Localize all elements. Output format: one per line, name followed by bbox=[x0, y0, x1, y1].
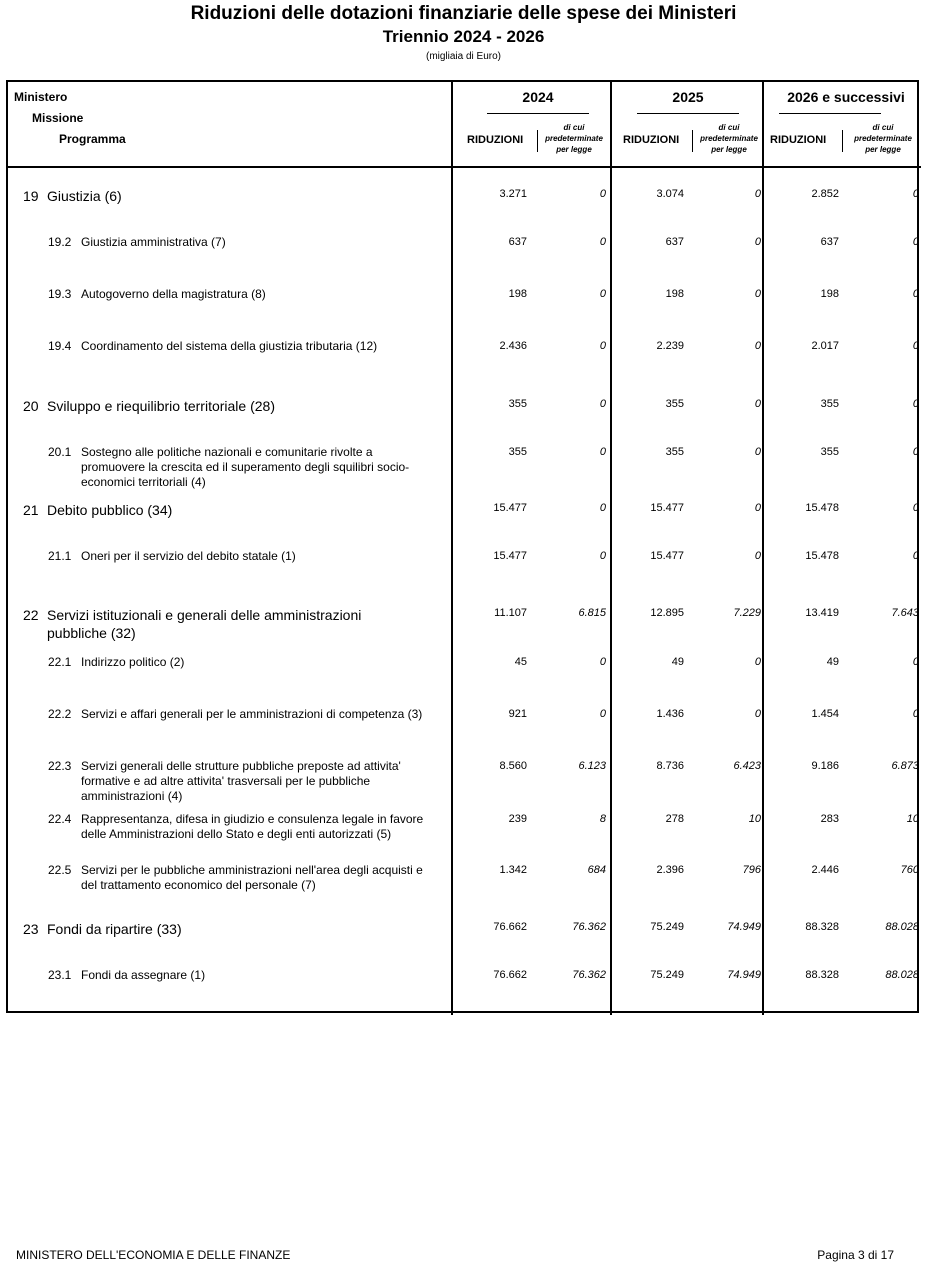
value-riduzioni: 76.662 bbox=[493, 969, 527, 981]
value-dicui: 0 bbox=[754, 340, 761, 352]
value-riduzioni: 88.328 bbox=[805, 921, 839, 933]
value-dicui: 796 bbox=[742, 864, 761, 876]
value-dicui: 0 bbox=[912, 236, 919, 248]
value-riduzioni: 76.662 bbox=[493, 921, 527, 933]
value-dicui: 0 bbox=[599, 398, 606, 410]
value-riduzioni: 2.446 bbox=[811, 864, 839, 876]
row-text: Coordinamento del sistema della giustizia tributaria (12) bbox=[81, 339, 378, 353]
row-label bbox=[48, 812, 448, 842]
row-label bbox=[48, 655, 448, 670]
row-text: Sviluppo e riequilibrio territoriale (28) bbox=[47, 398, 275, 414]
value-riduzioni: 2.436 bbox=[499, 340, 527, 352]
row-label bbox=[48, 759, 448, 804]
value-riduzioni: 15.477 bbox=[650, 550, 684, 562]
row-code: 19.4 bbox=[48, 339, 72, 353]
value-dicui: 0 bbox=[599, 288, 606, 300]
row-text: Sostegno alle politiche nazionali e comunitarie rivolte a bbox=[81, 445, 373, 459]
value-dicui: 0 bbox=[912, 446, 919, 458]
row-label bbox=[48, 707, 448, 722]
value-dicui: 88.028 bbox=[885, 969, 919, 981]
value-dicui: 88.028 bbox=[885, 921, 919, 933]
value-dicui: 0 bbox=[912, 288, 919, 300]
value-dicui: 6.123 bbox=[578, 760, 606, 772]
value-riduzioni: 75.249 bbox=[650, 921, 684, 933]
value-dicui: 7.643 bbox=[891, 607, 919, 619]
value-riduzioni: 355 bbox=[508, 446, 527, 458]
value-riduzioni: 355 bbox=[820, 446, 839, 458]
value-dicui: 0 bbox=[912, 188, 919, 200]
page-title: Riduzioni delle dotazioni finanziarie delle spese dei Ministeri bbox=[190, 3, 737, 24]
head-missione: Missione bbox=[32, 111, 84, 125]
head-tick bbox=[842, 130, 843, 152]
value-dicui: 0 bbox=[754, 656, 761, 668]
value-dicui: 760 bbox=[900, 864, 919, 876]
row-text: Oneri per il servizio del debito statale (1) bbox=[81, 549, 296, 563]
row-label bbox=[48, 968, 448, 983]
value-dicui: 7.229 bbox=[733, 607, 761, 619]
column-divider bbox=[762, 80, 764, 1015]
row-code: 23.1 bbox=[48, 968, 72, 982]
value-riduzioni: 283 bbox=[820, 813, 839, 825]
value-riduzioni: 8.560 bbox=[499, 760, 527, 772]
head-programma: Programma bbox=[59, 132, 126, 146]
row-text: Rappresentanza, difesa in giudizio e consulenza legale in favore bbox=[81, 812, 424, 826]
value-dicui: 0 bbox=[754, 288, 761, 300]
value-riduzioni: 921 bbox=[508, 708, 527, 720]
row-label bbox=[23, 187, 443, 205]
row-code: 22.4 bbox=[48, 812, 72, 826]
value-riduzioni: 637 bbox=[665, 236, 684, 248]
head-dicui-2025: di cui predeterminate per legge bbox=[700, 123, 758, 154]
head-riduzioni-2026: RIDUZIONI bbox=[770, 134, 827, 146]
row-text: Servizi generali delle strutture pubbliche preposte ad attivita' bbox=[81, 759, 401, 773]
row-code: 22.5 bbox=[48, 863, 72, 877]
row-text-continued: economici territoriali (4) bbox=[81, 475, 206, 489]
value-riduzioni: 49 bbox=[671, 656, 684, 668]
row-text-continued: amministrazioni (4) bbox=[81, 789, 183, 803]
value-dicui: 0 bbox=[912, 398, 919, 410]
head-riduzioni-2024: RIDUZIONI bbox=[467, 134, 524, 146]
value-dicui: 0 bbox=[599, 550, 606, 562]
row-label bbox=[48, 863, 448, 893]
row-label bbox=[48, 445, 448, 490]
value-dicui: 74.949 bbox=[727, 969, 761, 981]
row-text: Fondi da assegnare (1) bbox=[81, 968, 206, 982]
value-dicui: 0 bbox=[599, 236, 606, 248]
value-riduzioni: 355 bbox=[665, 398, 684, 410]
row-text: Servizi e affari generali per le amministrazioni di competenza (3) bbox=[81, 707, 423, 721]
value-dicui: 0 bbox=[754, 236, 761, 248]
row-text-continued: delle Amministrazioni dello Stato e degli enti autorizzati (5) bbox=[81, 827, 392, 841]
row-text-continued: promuovere la crescita ed il superamento degli squilibri socio- bbox=[81, 460, 410, 474]
value-dicui: 0 bbox=[754, 188, 761, 200]
value-dicui: 0 bbox=[599, 708, 606, 720]
value-riduzioni: 9.186 bbox=[811, 760, 839, 772]
value-dicui: 0 bbox=[599, 188, 606, 200]
row-code: 21 bbox=[23, 502, 39, 518]
column-divider bbox=[610, 80, 612, 1015]
value-dicui: 0 bbox=[912, 340, 919, 352]
value-riduzioni: 2.852 bbox=[811, 188, 839, 200]
value-riduzioni: 75.249 bbox=[650, 969, 684, 981]
value-dicui: 10 bbox=[906, 813, 919, 825]
value-riduzioni: 15.478 bbox=[805, 502, 839, 514]
row-text: Fondi da ripartire (33) bbox=[47, 921, 182, 937]
head-riduzioni-2025: RIDUZIONI bbox=[623, 134, 680, 146]
row-text: Servizi per le pubbliche amministrazioni nell'area degli acquisti e bbox=[81, 863, 423, 877]
value-riduzioni: 49 bbox=[826, 656, 839, 668]
value-riduzioni: 15.477 bbox=[493, 502, 527, 514]
value-riduzioni: 8.736 bbox=[656, 760, 684, 772]
row-text: Debito pubblico (34) bbox=[47, 502, 173, 518]
value-riduzioni: 13.419 bbox=[805, 607, 839, 619]
row-label bbox=[48, 287, 448, 302]
value-riduzioni: 15.477 bbox=[493, 550, 527, 562]
value-dicui: 76.362 bbox=[572, 921, 606, 933]
row-code: 19 bbox=[23, 188, 39, 204]
value-dicui: 10 bbox=[748, 813, 761, 825]
value-riduzioni: 2.239 bbox=[656, 340, 684, 352]
value-riduzioni: 239 bbox=[508, 813, 527, 825]
row-code: 21.1 bbox=[48, 549, 72, 563]
row-code: 22.3 bbox=[48, 759, 72, 773]
value-riduzioni: 12.895 bbox=[650, 607, 684, 619]
row-code: 23 bbox=[23, 921, 39, 937]
value-dicui: 0 bbox=[599, 656, 606, 668]
value-riduzioni: 278 bbox=[665, 813, 684, 825]
value-dicui: 0 bbox=[754, 398, 761, 410]
value-riduzioni: 198 bbox=[820, 288, 839, 300]
row-code: 22.2 bbox=[48, 707, 72, 721]
row-label bbox=[23, 920, 443, 938]
row-label bbox=[48, 549, 448, 564]
value-riduzioni: 3.074 bbox=[656, 188, 684, 200]
year-2026: 2026 e successivi bbox=[787, 89, 905, 105]
column-divider bbox=[451, 80, 453, 1015]
value-riduzioni: 1.342 bbox=[499, 864, 527, 876]
value-dicui: 0 bbox=[599, 502, 606, 514]
row-code: 20 bbox=[23, 398, 39, 414]
row-code: 20.1 bbox=[48, 445, 72, 459]
value-dicui: 684 bbox=[587, 864, 606, 876]
value-dicui: 0 bbox=[599, 446, 606, 458]
row-label bbox=[23, 397, 443, 415]
value-riduzioni: 355 bbox=[820, 398, 839, 410]
footer-ministry: MINISTERO DELL'ECONOMIA E DELLE FINANZE bbox=[16, 1248, 291, 1262]
row-code: 19.2 bbox=[48, 235, 72, 249]
value-dicui: 0 bbox=[912, 550, 919, 562]
head-dicui-2026: di cui predeterminate per legge bbox=[854, 123, 912, 154]
value-riduzioni: 1.436 bbox=[656, 708, 684, 720]
value-riduzioni: 1.454 bbox=[811, 708, 839, 720]
year-rule bbox=[637, 113, 739, 114]
value-dicui: 0 bbox=[754, 502, 761, 514]
row-text: Giustizia (6) bbox=[47, 188, 122, 204]
value-dicui: 74.949 bbox=[727, 921, 761, 933]
unit-note: (migliaia di Euro) bbox=[425, 51, 502, 62]
value-dicui: 6.815 bbox=[578, 607, 606, 619]
page-subtitle: Triennio 2024 - 2026 bbox=[382, 27, 545, 46]
value-dicui: 0 bbox=[912, 502, 919, 514]
row-label bbox=[48, 235, 448, 250]
value-riduzioni: 198 bbox=[665, 288, 684, 300]
row-code: 22.1 bbox=[48, 655, 72, 669]
value-dicui: 0 bbox=[754, 708, 761, 720]
value-dicui: 0 bbox=[754, 550, 761, 562]
value-dicui: 6.423 bbox=[733, 760, 761, 772]
row-text-continued: del trattamento economico del personale (7) bbox=[81, 878, 316, 892]
value-riduzioni: 355 bbox=[508, 398, 527, 410]
year-2024: 2024 bbox=[522, 89, 554, 105]
row-code: 22 bbox=[23, 607, 39, 623]
year-2025: 2025 bbox=[672, 89, 704, 105]
value-dicui: 0 bbox=[912, 708, 919, 720]
row-label bbox=[48, 339, 448, 354]
value-riduzioni: 3.271 bbox=[499, 188, 527, 200]
value-riduzioni: 88.328 bbox=[805, 969, 839, 981]
value-riduzioni: 198 bbox=[508, 288, 527, 300]
row-text: Indirizzo politico (2) bbox=[81, 655, 185, 669]
value-riduzioni: 637 bbox=[820, 236, 839, 248]
value-riduzioni: 45 bbox=[514, 656, 527, 668]
value-dicui: 0 bbox=[754, 446, 761, 458]
value-dicui: 6.873 bbox=[891, 760, 919, 772]
value-riduzioni: 355 bbox=[665, 446, 684, 458]
value-dicui: 0 bbox=[912, 656, 919, 668]
value-dicui: 0 bbox=[599, 340, 606, 352]
value-riduzioni: 2.017 bbox=[811, 340, 839, 352]
value-dicui: 8 bbox=[599, 813, 606, 825]
value-riduzioni: 15.477 bbox=[650, 502, 684, 514]
row-code: 19.3 bbox=[48, 287, 72, 301]
value-riduzioni: 2.396 bbox=[656, 864, 684, 876]
row-label bbox=[23, 501, 443, 519]
year-rule bbox=[779, 113, 881, 114]
footer-page-number: Pagina 3 di 17 bbox=[817, 1248, 894, 1262]
value-riduzioni: 15.478 bbox=[805, 550, 839, 562]
row-text: Autogoverno della magistratura (8) bbox=[81, 287, 266, 301]
head-dicui-2024: di cui predeterminate per legge bbox=[545, 123, 603, 154]
head-ministero: Ministero bbox=[14, 90, 68, 104]
value-riduzioni: 11.107 bbox=[494, 607, 527, 619]
row-text-continued: formative e ad altre attivita' trasversali per le pubbliche bbox=[81, 774, 371, 788]
row-label bbox=[23, 606, 443, 642]
value-riduzioni: 637 bbox=[508, 236, 527, 248]
year-rule bbox=[487, 113, 589, 114]
row-text: Giustizia amministrativa (7) bbox=[81, 235, 226, 249]
header-divider bbox=[6, 166, 921, 168]
value-dicui: 76.362 bbox=[572, 969, 606, 981]
row-text: Servizi istituzionali e generali delle amministrazioni bbox=[47, 607, 362, 623]
row-text-continued: pubbliche (32) bbox=[47, 625, 136, 641]
